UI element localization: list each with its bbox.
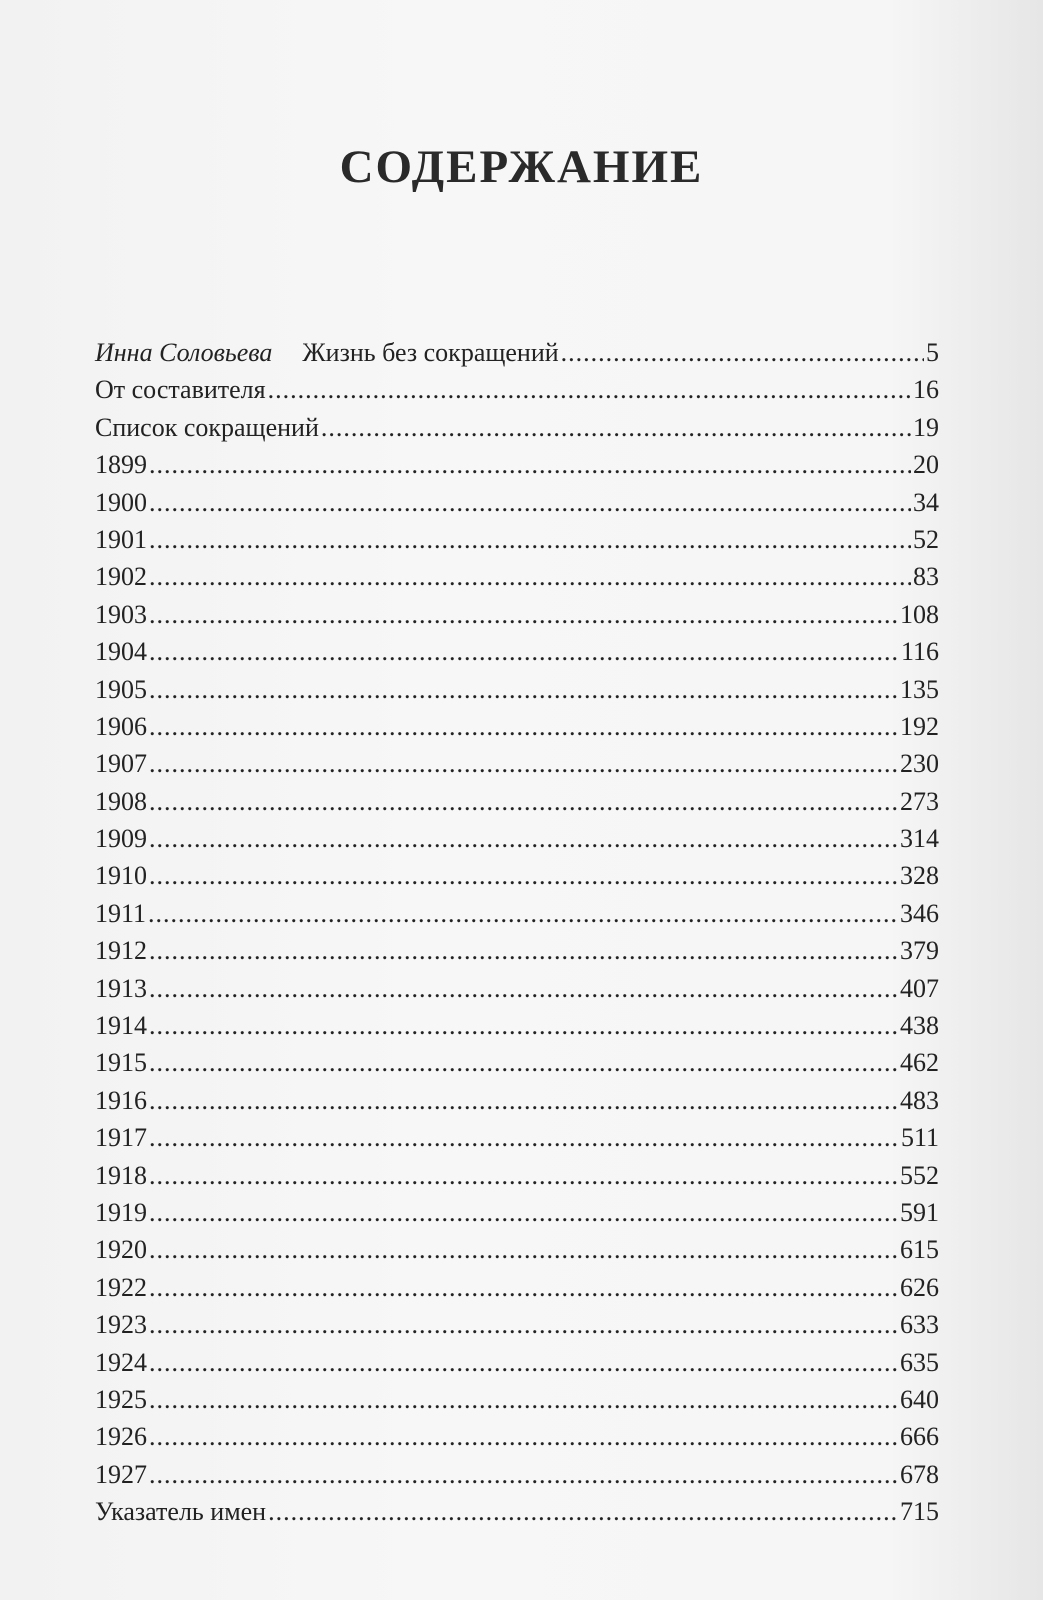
toc-entry-page-number: 379 [900,936,939,966]
toc-entry-label: 1900 [95,487,147,517]
toc-entry[interactable] [95,633,939,670]
toc-entry[interactable] [95,446,939,483]
dot-leader [149,932,898,969]
dot-leader [268,371,911,408]
toc-entry-label: 1910 [95,861,147,891]
toc-entry-page-number: 591 [900,1197,939,1227]
toc-entry[interactable] [95,708,939,745]
toc-entry-label: 1922 [95,1272,147,1302]
toc-entry-page-number: 52 [913,524,939,554]
toc-entry-page-number: 135 [900,674,939,704]
dot-leader [149,1344,898,1381]
toc-entry-page-number: 438 [900,1011,939,1041]
toc-entry-page-number: 230 [900,749,939,779]
dot-leader [149,1456,898,1493]
toc-entry-label: 1904 [95,637,147,667]
toc-entry-label: 1924 [95,1347,147,1377]
toc-entry-label: 1914 [95,1011,147,1041]
toc-entry-label: 1906 [95,711,147,741]
toc-entry-label: 1916 [95,1085,147,1115]
toc-entry[interactable] [95,334,939,371]
toc-entry-page-number: 615 [900,1235,939,1265]
dot-leader [149,633,899,670]
dot-leader [149,745,898,782]
dot-leader [268,1493,898,1530]
toc-entry[interactable] [95,558,939,595]
toc-entry-page-number: 666 [900,1422,939,1452]
toc-entry-label: 1926 [95,1422,147,1452]
toc-entry[interactable] [95,1418,939,1455]
toc-entry-author: Инна Соловьева [95,338,273,367]
toc-entry[interactable] [95,1269,939,1306]
toc-entry[interactable] [95,521,939,558]
toc-entry[interactable] [95,1157,939,1194]
toc-entry-page-number: 83 [913,562,939,592]
dot-leader [149,596,898,633]
toc-entry-page-number: 626 [900,1272,939,1302]
dot-leader [149,521,911,558]
toc-entry[interactable] [95,1119,939,1156]
dot-leader [149,1044,898,1081]
table-of-contents [95,334,939,1531]
dot-leader [149,446,911,483]
toc-entry[interactable] [95,745,939,782]
dot-leader [149,558,911,595]
toc-entry[interactable] [95,409,939,446]
dot-leader [149,970,898,1007]
toc-entry[interactable] [95,1456,939,1493]
toc-entry-page-number: 633 [900,1310,939,1340]
toc-entry-page-number: 715 [900,1497,939,1527]
toc-entry-label: 1911 [95,898,147,928]
toc-entry-label: 1901 [95,524,147,554]
toc-entry[interactable] [95,484,939,521]
toc-entry-label: 1919 [95,1197,147,1227]
toc-entry-label: Жизнь без сокращений [302,338,559,367]
toc-entry-page-number: 462 [900,1048,939,1078]
toc-entry-label: Указатель имен [95,1497,267,1527]
dot-leader [149,708,898,745]
dot-leader [149,1194,898,1231]
dot-leader [149,783,898,820]
dot-leader [149,1231,898,1268]
toc-entry-label: 1903 [95,599,147,629]
toc-entry[interactable] [95,1007,939,1044]
toc-entry-page-number: 19 [913,412,939,442]
toc-entry[interactable] [95,1231,939,1268]
toc-entry-page-number: 635 [900,1347,939,1377]
toc-entry-page-number: 34 [913,487,939,517]
toc-entry[interactable] [95,1381,939,1418]
dot-leader [149,1381,898,1418]
dot-leader [149,1306,898,1343]
toc-entry-label: 1923 [95,1310,147,1340]
dot-leader [149,484,911,521]
toc-entry[interactable] [95,1493,939,1530]
toc-entry-page-number: 346 [900,898,939,928]
toc-entry-label: 1905 [95,674,147,704]
toc-entry-label: 1909 [95,824,147,854]
toc-entry[interactable] [95,857,939,894]
toc-entry-label: 1902 [95,562,147,592]
toc-entry-label: 1899 [95,450,147,480]
toc-entry-page-number: 483 [900,1085,939,1115]
toc-entry-page-number: 640 [900,1384,939,1414]
toc-entry[interactable] [95,895,939,932]
toc-entry[interactable] [95,371,939,408]
toc-entry-page-number: 328 [900,861,939,891]
toc-entry-label: 1918 [95,1160,147,1190]
toc-entry-label: 1920 [95,1235,147,1265]
dot-leader [149,1007,898,1044]
toc-entry[interactable] [95,671,939,708]
toc-entry-label: Список сокращений [95,412,319,442]
toc-entry-page-number: 5 [926,338,939,367]
toc-entry-page-number: 16 [913,375,939,405]
dot-leader [149,857,898,894]
toc-entry-page-number: 192 [900,711,939,741]
toc-entry-label: 1927 [95,1459,147,1489]
dot-leader [148,895,898,932]
dot-leader [321,409,911,446]
dot-leader [149,1418,898,1455]
toc-entry-label: 1915 [95,1048,147,1078]
dot-leader [149,1119,899,1156]
toc-entry-page-number: 678 [900,1459,939,1489]
toc-entry-label: 1907 [95,749,147,779]
dot-leader [149,1269,898,1306]
toc-entry-page-number: 314 [900,824,939,854]
toc-entry-page-number: 116 [900,637,939,667]
toc-entry-label: 1908 [95,786,147,816]
toc-entry[interactable] [95,820,939,857]
toc-entry[interactable] [95,1344,939,1381]
toc-entry[interactable] [95,1082,939,1119]
toc-entry[interactable] [95,596,939,633]
toc-entry-page-number: 108 [900,599,939,629]
toc-entry-label: 1917 [95,1123,147,1153]
toc-entry-page-number: 511 [900,1123,939,1153]
toc-entry[interactable] [95,1306,939,1343]
toc-entry-label: От составителя [95,375,266,405]
dot-leader [149,1082,898,1119]
toc-entry-page-number: 273 [900,786,939,816]
dot-leader [149,1157,898,1194]
toc-entry[interactable] [95,783,939,820]
toc-entry-page-number: 552 [900,1160,939,1190]
toc-entry[interactable] [95,932,939,969]
dot-leader [561,334,924,371]
page-title: СОДЕРЖАНИЕ [339,141,704,193]
dot-leader [149,820,898,857]
toc-entry-page-number: 407 [900,973,939,1003]
toc-entry[interactable] [95,970,939,1007]
toc-entry-label: 1925 [95,1384,147,1414]
toc-entry-page-number: 20 [913,450,939,480]
toc-entry[interactable] [95,1044,939,1081]
toc-entry-label: 1912 [95,936,147,966]
toc-entry[interactable] [95,1194,939,1231]
toc-entry-label: 1913 [95,973,147,1003]
dot-leader [149,671,898,708]
